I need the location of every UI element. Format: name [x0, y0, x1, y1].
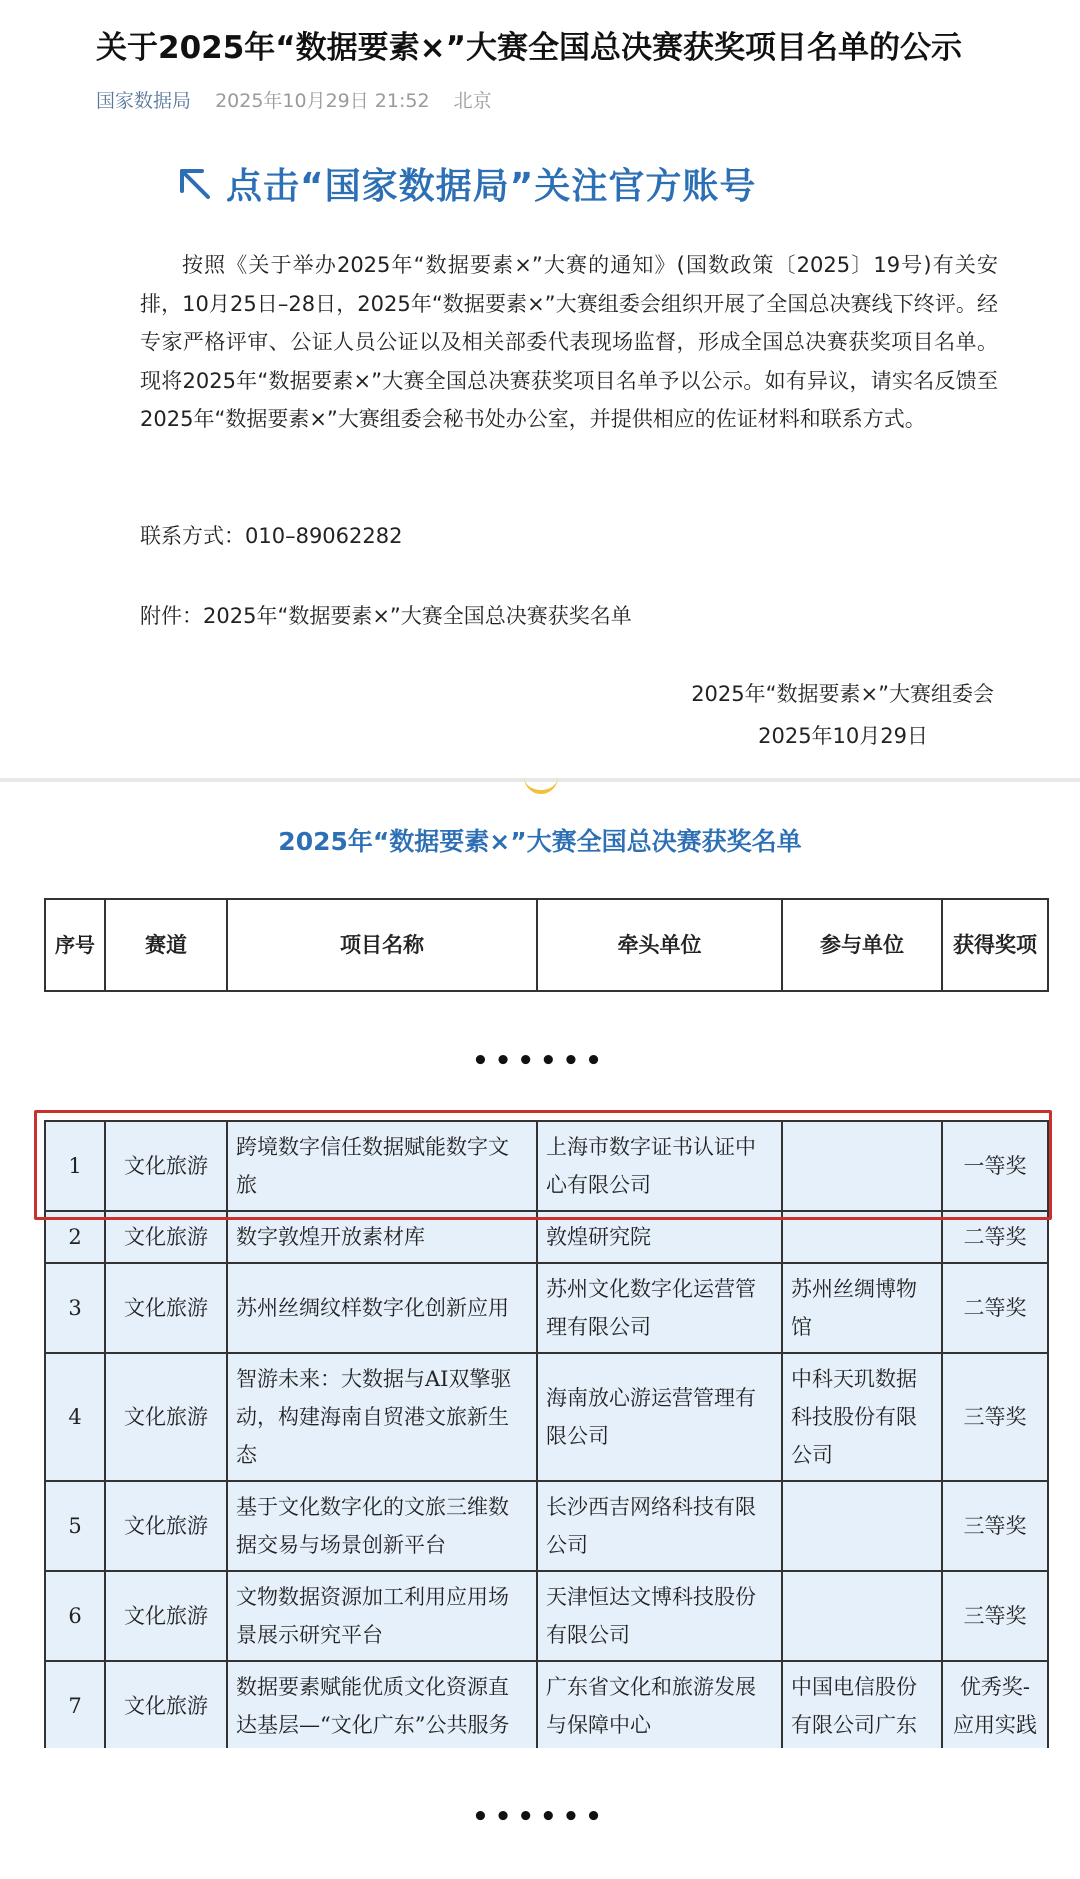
column-header-project: 项目名称 [227, 899, 537, 991]
cell-project: 苏州丝绸纹样数字化创新应用 [227, 1263, 537, 1353]
cell-track: 文化旅游 [105, 1481, 227, 1571]
signature-date: 2025年10月29日 [758, 724, 928, 748]
article-meta [96, 86, 492, 113]
table-row [45, 1481, 1048, 1571]
cell-award: 二等奖 [942, 1263, 1048, 1353]
publish-location: 北京 [453, 90, 492, 112]
cell-track: 文化旅游 [105, 1121, 227, 1211]
cell-lead: 敦煌研究院 [537, 1211, 782, 1263]
cell-lead: 苏州文化数字化运营管理有限公司 [537, 1263, 782, 1353]
list-title: 2025年“数据要素×”大赛全国总决赛获奖名单 [278, 827, 802, 856]
follow-text: 点击“国家数据局”关注官方账号 [226, 166, 757, 207]
cell-partner: 苏州丝绸博物馆 [782, 1263, 942, 1353]
award-table-header [44, 898, 1049, 992]
table-row [45, 1263, 1048, 1353]
table-row [45, 1661, 1048, 1748]
table-row [45, 1353, 1048, 1481]
cell-project: 智游未来：大数据与AI双擎驱动，构建海南自贸港文旅新生态 [227, 1353, 537, 1481]
cell-track: 文化旅游 [105, 1571, 227, 1661]
cell-partner [782, 1571, 942, 1661]
cell-lead: 上海市数字证书认证中心有限公司 [537, 1121, 782, 1211]
column-header-award: 获得奖项 [942, 899, 1048, 991]
omission-dots: •••••• [472, 1046, 608, 1076]
cell-lead: 海南放心游运营管理有限公司 [537, 1353, 782, 1481]
cell-no: 4 [45, 1353, 105, 1481]
omission-dots-bottom: •••••• [472, 1802, 608, 1832]
column-header-lead: 牵头单位 [537, 899, 782, 991]
follow-banner[interactable] [178, 158, 756, 209]
cell-track: 文化旅游 [105, 1661, 227, 1748]
cell-project: 基于文化数字化的文旅三维数据交易与场景创新平台 [227, 1481, 537, 1571]
cell-no: 7 [45, 1661, 105, 1748]
cell-award: 三等奖 [942, 1353, 1048, 1481]
cell-partner [782, 1481, 942, 1571]
cell-partner: 中国电信股份有限公司广东 [782, 1661, 942, 1748]
publish-time: 2025年10月29日 21:52 [215, 90, 430, 112]
cell-award: 三等奖 [942, 1571, 1048, 1661]
cell-lead: 长沙西吉网络科技有限公司 [537, 1481, 782, 1571]
cell-lead: 广东省文化和旅游发展与保障中心 [537, 1661, 782, 1748]
highlight-frame [34, 1110, 1052, 1220]
cell-partner: 中科天玑数据科技股份有限公司 [782, 1353, 942, 1481]
signature-org: 2025年“数据要素×”大赛组委会 [691, 682, 994, 706]
cell-no: 3 [45, 1263, 105, 1353]
source-link[interactable]: 国家数据局 [96, 90, 192, 112]
cell-track: 文化旅游 [105, 1263, 227, 1353]
article-title: 关于2025年“数据要素×”大赛全国总决赛获奖项目名单的公示 [96, 30, 962, 66]
cell-award: 一等奖 [942, 1121, 1048, 1211]
cell-no: 5 [45, 1481, 105, 1571]
column-header-partner: 参与单位 [782, 899, 942, 991]
arrow-up-left-icon [178, 167, 212, 201]
cell-no: 1 [45, 1121, 105, 1211]
attachment-note: 附件：2025年“数据要素×”大赛全国总决赛获奖名单 [140, 604, 632, 628]
cell-award: 二等奖 [942, 1211, 1048, 1263]
cell-project: 跨境数字信任数据赋能数字文旅 [227, 1121, 537, 1211]
column-header-track: 赛道 [105, 899, 227, 991]
cell-award: 优秀奖-应用实践 [942, 1661, 1048, 1748]
cell-project: 文物数据资源加工利用应用场景展示研究平台 [227, 1571, 537, 1661]
cell-track: 文化旅游 [105, 1211, 227, 1263]
cell-lead: 天津恒达文博科技股份有限公司 [537, 1571, 782, 1661]
cell-award: 三等奖 [942, 1481, 1048, 1571]
cell-track: 文化旅游 [105, 1353, 227, 1481]
contact-info: 联系方式：010–89062282 [140, 524, 403, 548]
article-body: 按照《关于举办2025年“数据要素×”大赛的通知》(国数政策〔2025〕19号)有关安排，10月25日–28日，2025年“数据要素×”大赛组委会组织开展了全国总决赛线下终评。经专家严格评审、公证人员公证以及相关部委代表现场监督，形成全国总决赛获奖项目名单。现将2025年“数据要素×”大赛全国总决赛获奖项目名单予以公示。如有异议，请实名反馈至2025年“数据要素×”大赛组委会秘书处办公室，并提供相应的佐证材料和联系方式。 [140, 253, 998, 431]
cell-project: 数字敦煌开放素材库 [227, 1211, 537, 1263]
cell-no: 6 [45, 1571, 105, 1661]
column-header-no: 序号 [45, 899, 105, 991]
logo-fragment-icon [524, 776, 558, 794]
table-row [45, 1571, 1048, 1661]
cell-no: 2 [45, 1211, 105, 1263]
cell-project: 数据要素赋能优质文化资源直达基层—“文化广东”公共服务 [227, 1661, 537, 1748]
